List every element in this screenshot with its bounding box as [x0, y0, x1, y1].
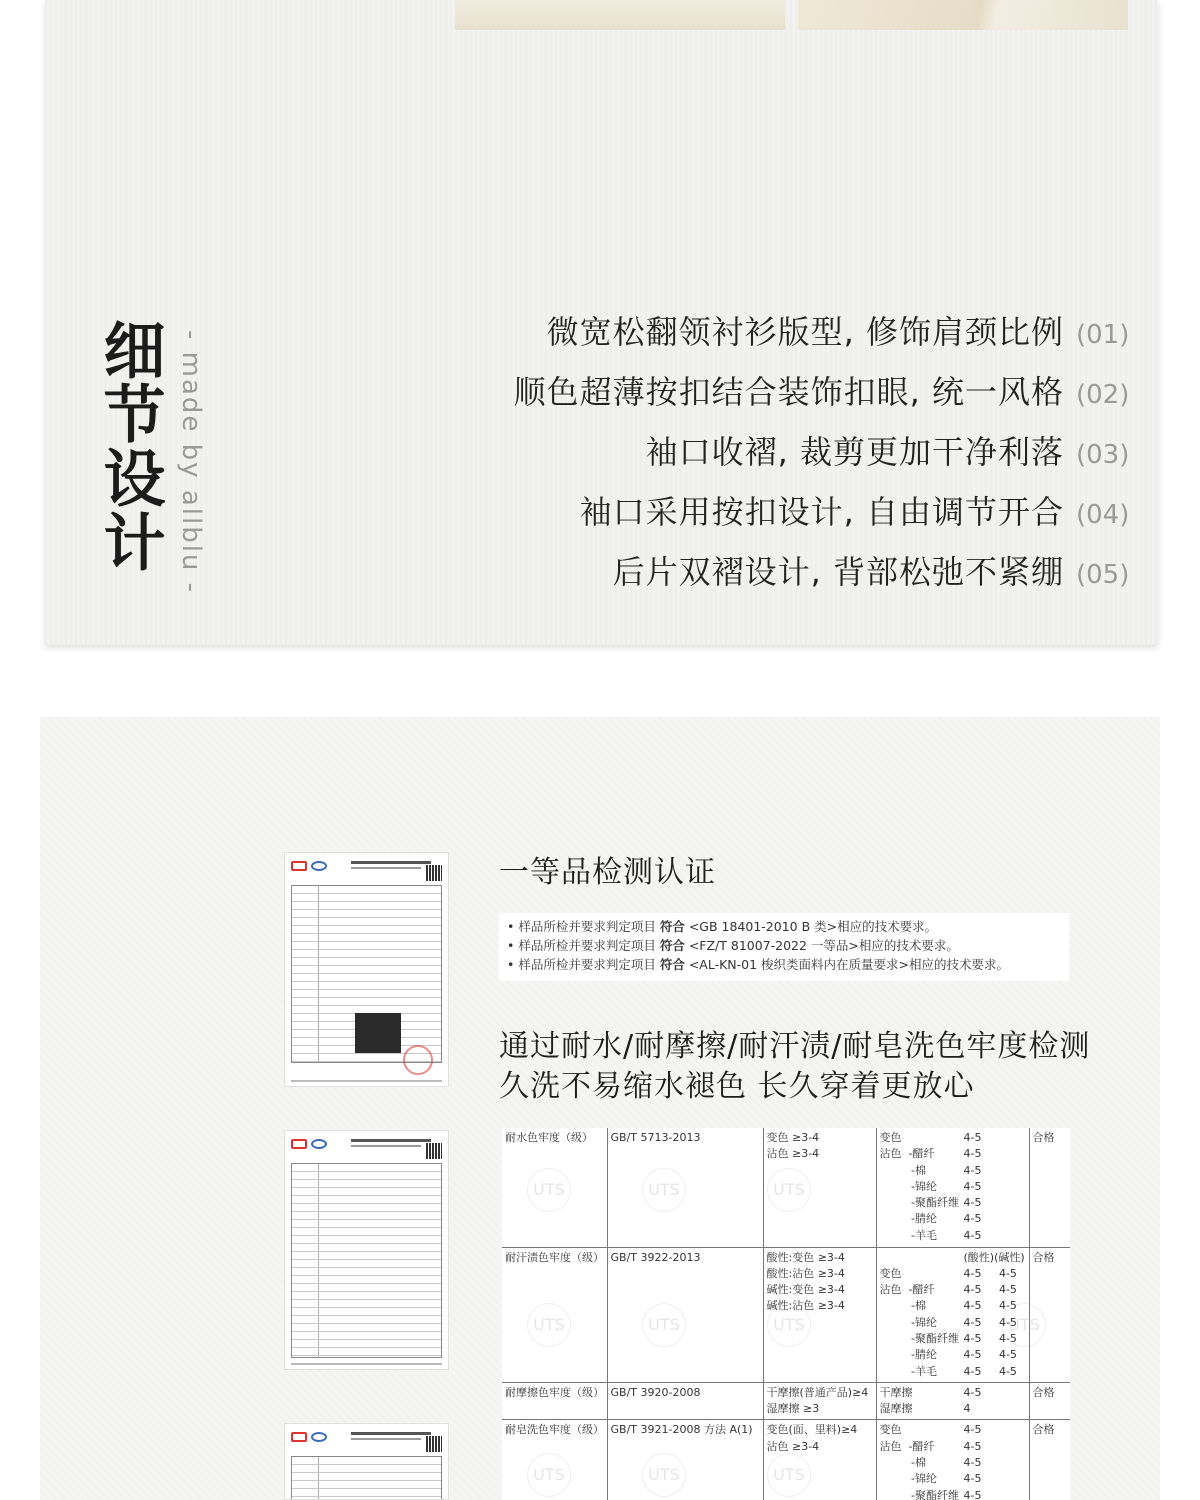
cnas-logo-icon [311, 1432, 327, 1442]
conclusion-line [507, 936, 1061, 955]
result-values: 4-5 4 [963, 1385, 982, 1416]
result-labels: 变色 沾色 -醋纤 -棉 -锦纶 -聚酯纤维 -腈纶 -羊毛 [879, 1131, 959, 1242]
cnas-logo-icon [311, 861, 327, 871]
qr-code-icon [426, 1143, 442, 1159]
test-item: 耐皂洗色牢度（级） [502, 1420, 607, 1500]
conclusion-prefix: • 样品所检并要求判定项目 [507, 919, 660, 934]
feature-item [428, 300, 1128, 360]
test-method: GB/T 5713-2013 [607, 1128, 763, 1247]
report-org-line [351, 1139, 431, 1142]
feature-text: 袖口收褶, 裁剪更加干净利落 [645, 433, 1064, 471]
report-footer [291, 1363, 442, 1365]
uts-watermark-icon: UTS [642, 1168, 686, 1212]
result-values: 4-5 4-5 4-5 4-5 4-5 4-5 4-5 [963, 1131, 982, 1242]
test-report-thumbnail[interactable] [284, 852, 449, 1087]
report-header [291, 1139, 441, 1153]
cnas-logo-icon [311, 1139, 327, 1149]
uts-watermark-icon: UTS [767, 1168, 811, 1212]
report-org-line [351, 1432, 431, 1435]
result-cell [876, 1128, 1029, 1247]
feature-text: 顺色超薄按扣结合装饰扣眼, 统一风格 [513, 373, 1064, 411]
test-item: 耐摩擦色牢度（级） [502, 1382, 607, 1420]
feature-text: 微宽松翻领衬衫版型, 修饰肩颈比例 [546, 313, 1064, 351]
cma-logo-icon [291, 1432, 307, 1442]
test-report-thumbnail[interactable] [284, 1423, 449, 1500]
certification-conclusions [499, 913, 1069, 981]
feature-number: (04) [1076, 500, 1130, 530]
test-item: 耐水色牢度（级） [502, 1128, 607, 1247]
result-values: (酸性)(碱性) 4-5 4-5 4-5 4-5 4-5 4-5 4-5 4-5 4-5 4-5 4-5 4-5 4-5 4-5 [963, 1250, 1025, 1378]
judgement: 合格 [1029, 1420, 1070, 1500]
detail-design-section [45, 0, 1158, 645]
conclusion-standard: <GB 18401-2010 B 类>相应的技术要求。 [684, 919, 938, 934]
test-results-table-wrapper [502, 1128, 1070, 1500]
table-row [502, 1382, 1070, 1420]
report-org-line [351, 1145, 421, 1147]
report-footer [291, 1080, 442, 1082]
test-report-thumbnail[interactable] [284, 1130, 449, 1370]
feature-number: (05) [1076, 560, 1130, 590]
uts-watermark-icon: UTS [642, 1303, 686, 1347]
report-table [291, 1456, 442, 1500]
brand-subtitle: - made by allblu - [176, 330, 206, 595]
colorfastness-claim [499, 1027, 1090, 1107]
claim-line: 久洗不易缩水褪色 长久穿着更放心 [499, 1069, 975, 1104]
uts-watermark-icon: UTS [642, 1453, 686, 1497]
qr-code-icon [426, 865, 442, 881]
feature-item [428, 420, 1128, 480]
conclusion-verdict: 符合 [659, 919, 685, 934]
requirement: 干摩擦(普通产品)≥4 湿摩擦 ≥3 [763, 1382, 876, 1420]
product-photo-right [798, 0, 1128, 30]
result-labels: 变色 沾色 -醋纤 -棉 -锦纶 -聚酯纤维 -腈纶 -羊毛 [879, 1266, 959, 1378]
test-method: GB/T 3922-2013 [607, 1247, 763, 1382]
cma-logo-icon [291, 861, 307, 871]
report-org-line [351, 867, 421, 869]
quality-certification-section [40, 717, 1160, 1500]
conclusion-verdict: 符合 [659, 938, 685, 953]
feature-text: 袖口采用按扣设计, 自由调节开合 [579, 493, 1064, 531]
conclusion-line [507, 955, 1061, 974]
result-cell [876, 1382, 1029, 1420]
table-row [502, 1128, 1070, 1247]
section-title: 细节设计 [93, 318, 166, 574]
judgement: 合格 [1029, 1247, 1070, 1382]
stamp-icon [403, 1045, 433, 1075]
certification-title: 一等品检测认证 [499, 855, 716, 890]
qr-code-icon [426, 1436, 442, 1452]
requirement: 变色 ≥3-4 沾色 ≥3-4 [763, 1128, 876, 1247]
uts-watermark-icon: UTS [527, 1168, 571, 1212]
feature-item [428, 480, 1128, 540]
judgement: 合格 [1029, 1382, 1070, 1420]
cma-logo-icon [291, 1139, 307, 1149]
report-org-line [351, 861, 431, 864]
claim-line: 通过耐水/耐摩擦/耐汗渍/耐皂洗色牢度检测 [499, 1029, 1091, 1064]
uts-watermark-icon: UTS [1002, 1303, 1046, 1347]
conclusion-line [507, 917, 1061, 936]
uts-watermark-icon: UTS [767, 1303, 811, 1347]
test-method: GB/T 3921-2008 方法 A(1) [607, 1420, 763, 1500]
conclusion-prefix: • 样品所检并要求判定项目 [507, 957, 660, 972]
requirement: 变色(面、里料)≥4 沾色 ≥3-4 [763, 1420, 876, 1500]
requirement: 酸性:变色 ≥3-4 酸性:沾色 ≥3-4 碱性:变色 ≥3-4 碱性:沾色 ≥3-4 [763, 1247, 876, 1382]
result-labels: 变色 沾色 -醋纤 -棉 -锦纶 -聚酯纤维 [879, 1423, 959, 1500]
feature-item [428, 540, 1128, 600]
report-org-line [351, 1438, 421, 1440]
table-row [502, 1420, 1070, 1500]
feature-number: (01) [1076, 320, 1130, 350]
table-row [502, 1247, 1070, 1382]
report-table [291, 1163, 442, 1358]
uts-watermark-icon: UTS [767, 1453, 811, 1497]
test-item: 耐汗渍色牢度（级） [502, 1247, 607, 1382]
result-values: 4-5 4-5 4-5 4-5 4-5 [963, 1423, 982, 1500]
judgement: 合格 [1029, 1128, 1070, 1247]
uts-watermark-icon: UTS [527, 1453, 571, 1497]
feature-number: (03) [1076, 440, 1130, 470]
report-header [291, 1432, 441, 1446]
feature-text: 后片双褶设计, 背部松弛不紧绷 [612, 553, 1064, 591]
conclusion-standard: <FZ/T 81007-2022 一等品>相应的技术要求。 [684, 938, 959, 953]
result-cell [876, 1420, 1029, 1500]
feature-list [428, 300, 1128, 600]
report-header [291, 861, 441, 875]
result-cell [876, 1247, 1029, 1382]
result-labels: 干摩擦 湿摩擦 [879, 1385, 913, 1416]
conclusion-prefix: • 样品所检并要求判定项目 [507, 938, 660, 953]
conclusion-verdict: 符合 [659, 957, 685, 972]
feature-number: (02) [1076, 380, 1130, 410]
conclusion-standard: <AL-KN-01 梭织类面料内在质量要求>相应的技术要求。 [684, 957, 1010, 972]
fabric-sample-photo [355, 1013, 401, 1053]
uts-watermark-icon: UTS [527, 1303, 571, 1347]
test-results-table [502, 1128, 1070, 1500]
test-method: GB/T 3920-2008 [607, 1382, 763, 1420]
product-photo-left [455, 0, 785, 30]
feature-item [428, 360, 1128, 420]
